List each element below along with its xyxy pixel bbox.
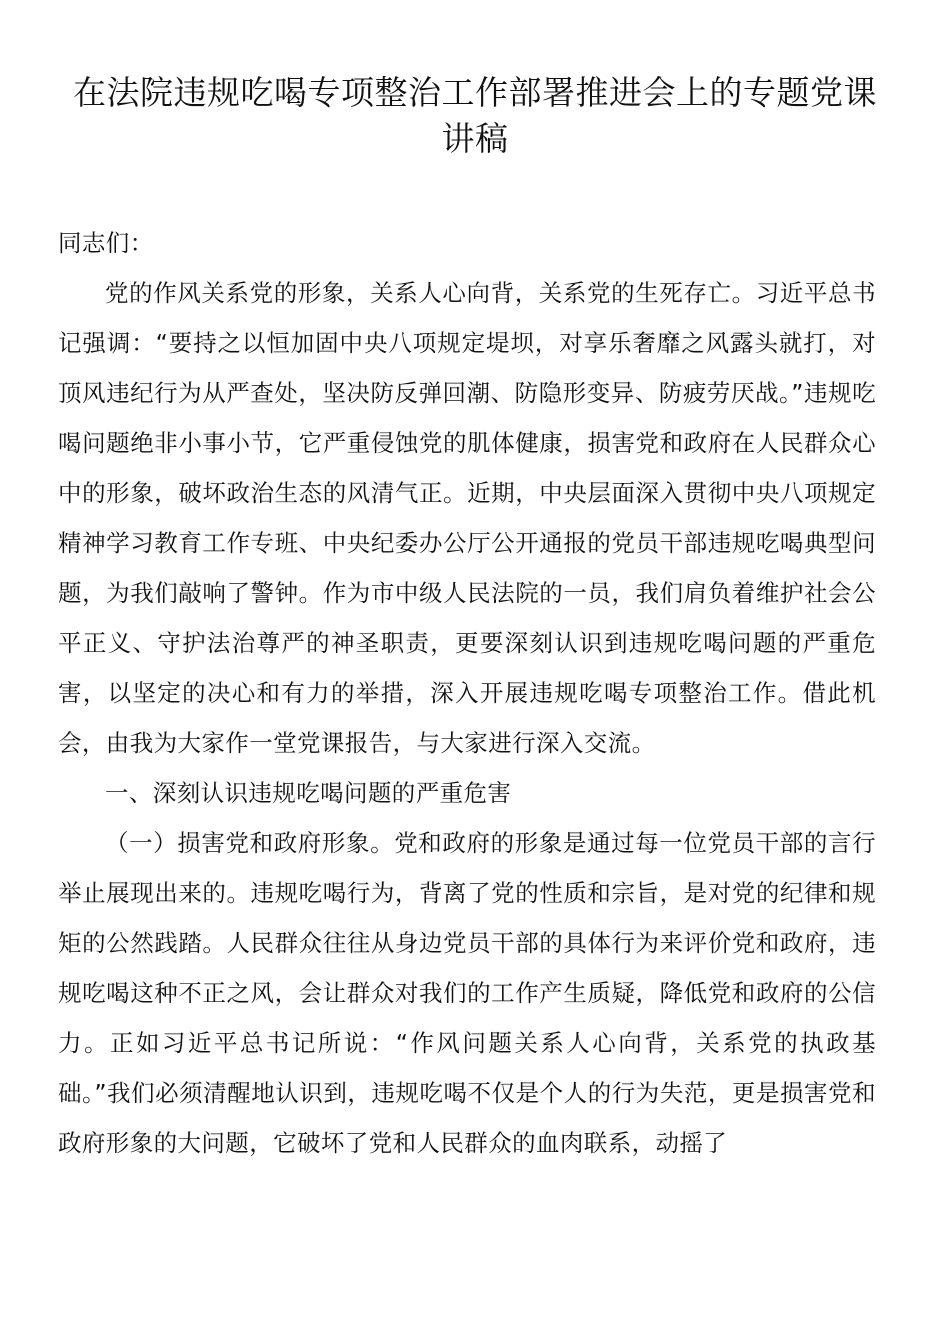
intro-paragraph: 党的作风关系党的形象，关系人心向背，关系党的生死存亡。习近平总书记强调：“要持之以恒加固中央八项规定堤坝，对享乐奢靡之风露头就打，对顶风违纪行为从严查处，坚决防反弹回潮、防隐形变异、防疲劳厌战。”违规吃喝问题绝非小事小节，它严重侵蚀党的肌体健康，损害党和政府在人民群众心中的形象，破坏政治生态的风清气正。近期，中央层面深入贯彻中央八项规定精神学习教育工作专班、中央纪委办公厅公开通报的党员干部违规吃喝典型问题，为我们敲响了警钟。作为市中级人民法院的一员，我们肩负着维护社会公平正义、守护法治尊严的神圣职责，更要深刻认识到违规吃喝问题的严重危害，以坚定的决心和有力的举措，深入开展违规吃喝专项整治工作。借此机会，由我为大家作一堂党课报告，与大家进行深入交流。 xyxy=(58,279,876,757)
document-title: 在法院违规吃喝专项整治工作部署推进会上的专题党课讲稿 xyxy=(73,73,877,158)
document-body xyxy=(58,218,876,1168)
salutation: 同志们： xyxy=(58,229,154,257)
subsection-paragraph: （一）损害党和政府形象。党和政府的形象是通过每一位党员干部的言行举止展现出来的。违规吃喝行为，背离了党的性质和宗旨，是对党的纪律和规矩的公然践踏。人民群众往往从身边党员干部的具体行为来评价党和政府，违规吃喝这种不正之风，会让群众对我们的工作产生质疑，降低党和政府的公信力。正如习近平总书记所说：“作风问题关系人心向背，关系党的执政基础。”我们必须清醒地认识到，违规吃喝不仅是个人的行为失范，更是损害党和政府形象的大问题，它破坏了党和人民群众的血肉联系，动摇了 xyxy=(58,829,876,1157)
section-heading: 一、深刻认识违规吃喝问题的严重危害 xyxy=(105,779,512,807)
